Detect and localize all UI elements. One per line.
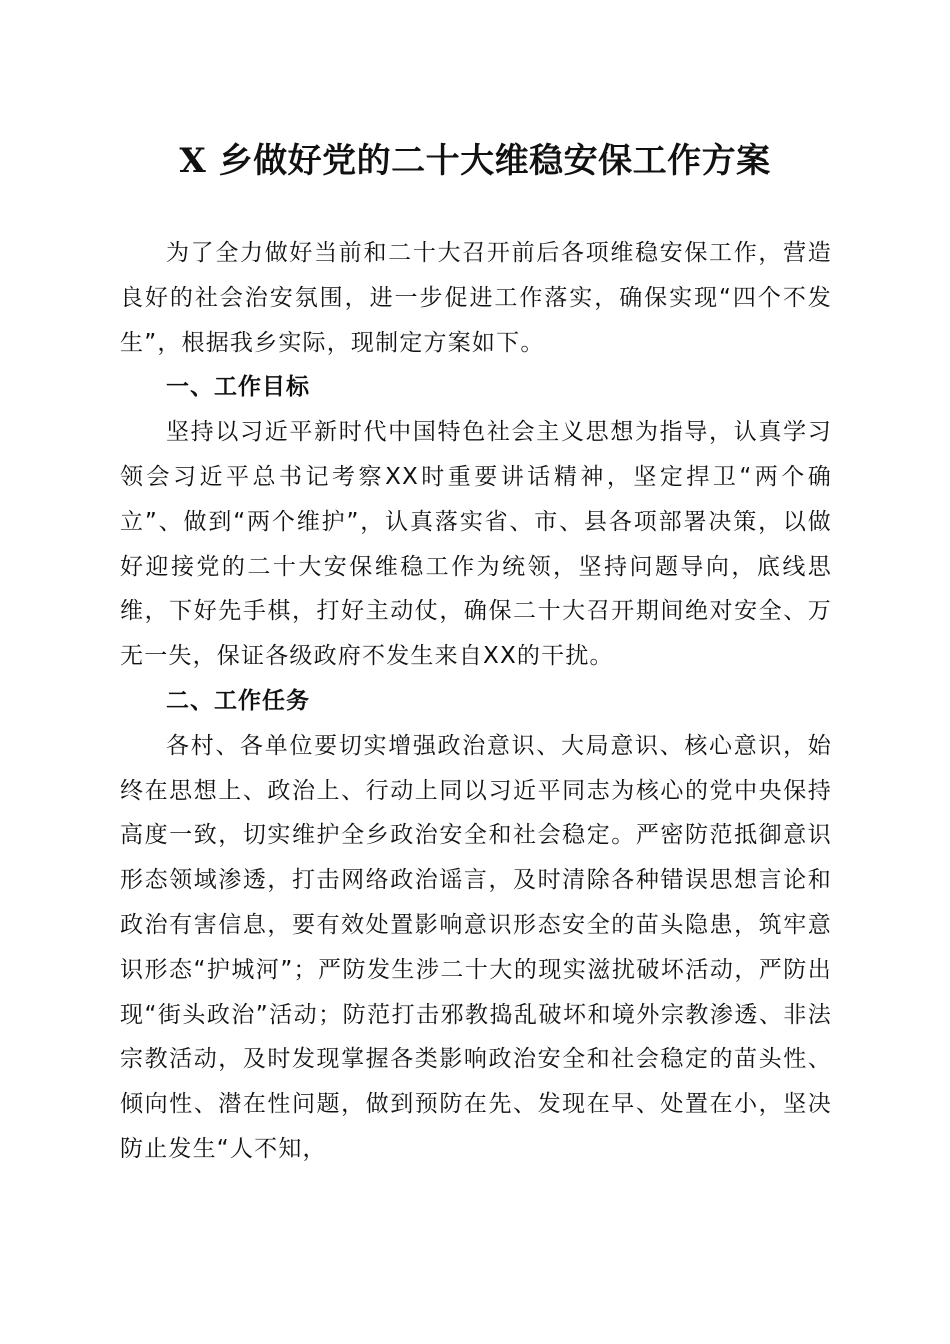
document-title: X 乡做好党的二十大维稳安保工作方案 bbox=[179, 141, 771, 181]
document-body bbox=[120, 231, 832, 1172]
section-body-goals: 坚持以习近平新时代中国特色社会主义思想为指导，认真学习领会习近平总书记考察XX时重要讲话精神，坚定捍卫“两个确立”、做到“两个维护”，认真落实省、市、县各项部署决策，以做好迎接党的二十大安保维稳工作为统领，坚持问题导向，底线思维，下好先手棋，打好主动仗，确保二十大召开期间绝对安全、万无一失，保证各级政府不发生来自XX的干扰。 bbox=[120, 419, 832, 670]
section-body-tasks: 各村、各单位要切实增强政治意识、大局意识、核心意识，始终在思想上、政治上、行动上同以习近平同志为核心的党中央保持高度一致，切实维护全乡政治安全和社会稳定。严密防范抵御意识形态领域渗透，打击网络政治谣言，及时清除各种错误思想言论和政治有害信息，要有效处置影响意识形态安全的苗头隐患，筑牢意识形态“护城河”；严防发生涉二十大的现实滋扰破坏活动，严防出现“街头政治”活动；防范打击邪教捣乱破坏和境外宗教渗透、非法宗教活动，及时发现掌握各类影响政治安全和社会稳定的苗头性、倾向性、潜在性问题，做到预防在先、发现在早、处置在小，坚决防止发生“人不知， bbox=[120, 732, 832, 1162]
section-heading-tasks: 二、工作任务 bbox=[166, 687, 310, 714]
section-heading-goals: 一、工作目标 bbox=[166, 374, 310, 401]
intro-paragraph: 为了全力做好当前和二十大召开前后各项维稳安保工作，营造良好的社会治安氛围，进一步促进工作落实，确保实现“四个不发生”，根据我乡实际，现制定方案如下。 bbox=[120, 240, 832, 356]
